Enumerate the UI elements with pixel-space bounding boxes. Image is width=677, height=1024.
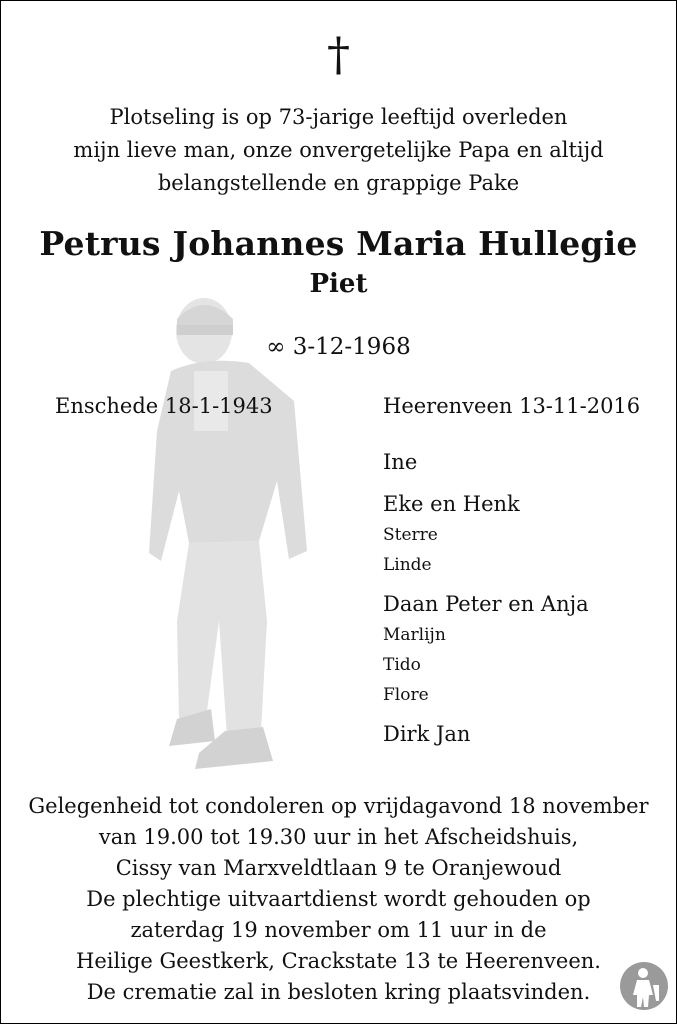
relative-name: Ine bbox=[383, 450, 418, 474]
closing-line: Gelegenheid tot condoleren op vrijdagavond 18 november bbox=[28, 794, 649, 818]
closing-line: Heilige Geestkerk, Crackstate 13 te Heerenveen. bbox=[76, 949, 601, 973]
grandchild-name: Sterre bbox=[383, 525, 438, 545]
closing-line: De crematie zal in besloten kring plaatsvinden. bbox=[86, 980, 591, 1004]
birth-place-date: Enschede 18-1-1943 bbox=[55, 394, 273, 418]
relative-group bbox=[383, 718, 663, 750]
relative-name: Daan Peter en Anja bbox=[383, 592, 589, 616]
portrait-photo bbox=[149, 291, 319, 786]
cross-symbol: † bbox=[327, 27, 350, 81]
deceased-nickname: Piet bbox=[309, 269, 368, 299]
closing-line: zaterdag 19 november om 11 uur in de bbox=[130, 918, 547, 942]
intro-line: Plotseling is op 73-jarige leeftijd overleden bbox=[109, 105, 568, 129]
closing-line: van 19.00 tot 19.30 uur in het Afscheidshuis, bbox=[98, 825, 579, 849]
closing-line: Cissy van Marxveldtlaan 9 te Oranjewoud bbox=[115, 856, 562, 880]
intro-text bbox=[1, 101, 676, 200]
closing-text bbox=[1, 791, 676, 1008]
grandchild-name: Linde bbox=[383, 555, 432, 575]
relative-group bbox=[383, 488, 663, 580]
death-place-date: Heerenveen 13-11-2016 bbox=[383, 394, 641, 418]
relatives-list bbox=[383, 446, 663, 756]
relative-group bbox=[383, 588, 663, 710]
grandchild-name: Tido bbox=[383, 655, 421, 675]
closing-line: De plechtige uitvaartdienst wordt gehouden op bbox=[86, 887, 591, 911]
grandchild-name: Marlijn bbox=[383, 625, 446, 645]
intro-line: belangstellende en grappige Pake bbox=[157, 171, 520, 195]
relative-group bbox=[383, 446, 663, 478]
deceased-name: Petrus Johannes Maria Hullegie bbox=[39, 224, 638, 263]
publisher-logo-icon bbox=[619, 961, 669, 1011]
grandchild-name: Flore bbox=[383, 685, 429, 705]
intro-line: mijn lieve man, onze onvergetelijke Papa en altijd bbox=[73, 138, 604, 162]
marriage-date: ∞ 3-12-1968 bbox=[266, 334, 411, 360]
relative-name: Eke en Henk bbox=[383, 492, 520, 516]
relative-name: Dirk Jan bbox=[383, 722, 471, 746]
